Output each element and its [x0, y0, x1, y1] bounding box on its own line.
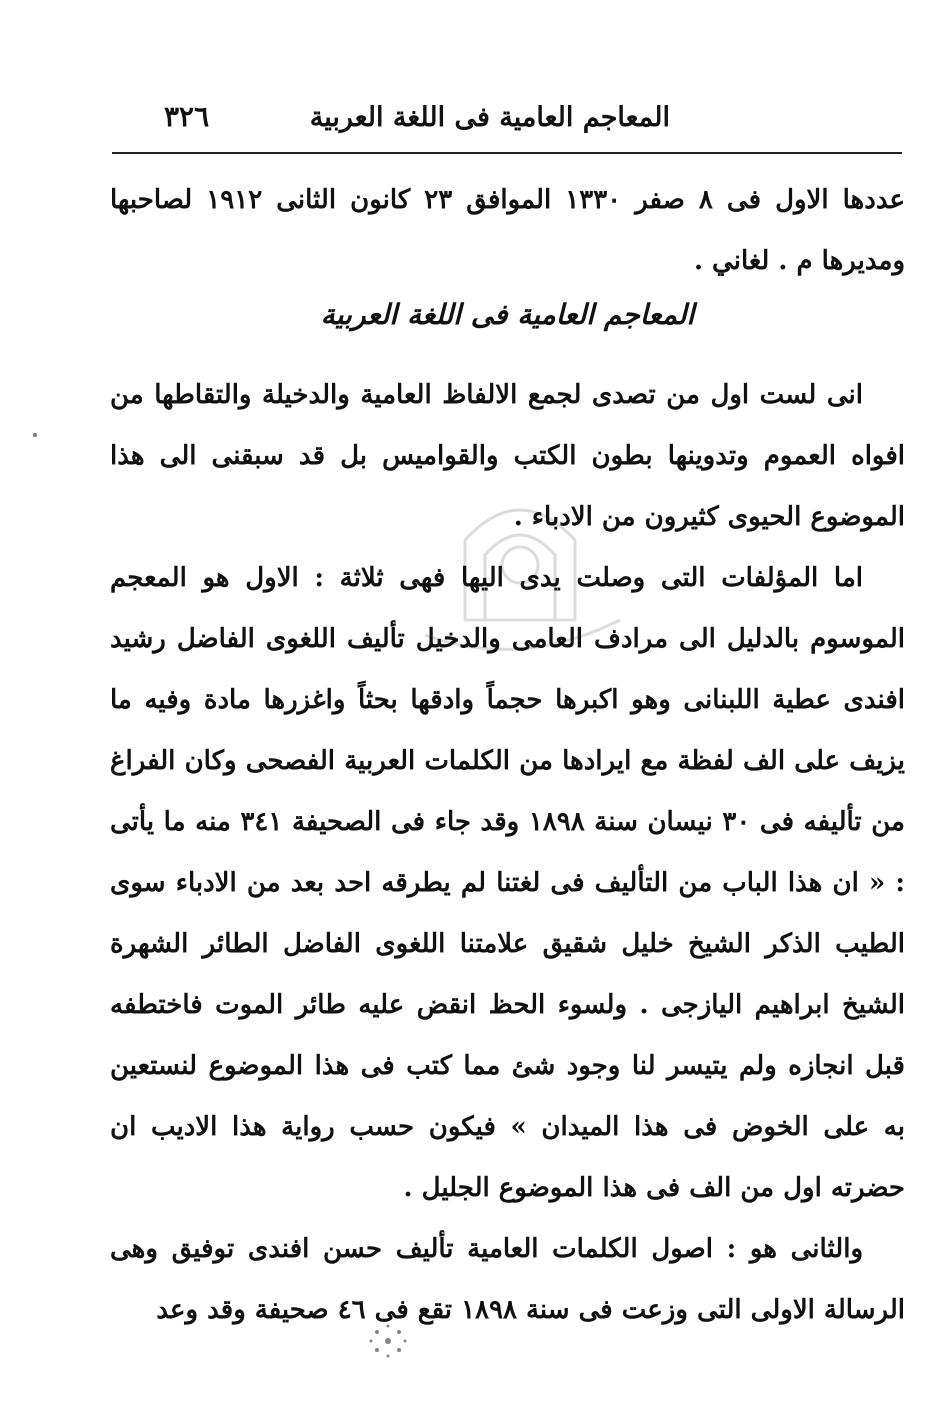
bottom-ornament — [365, 1318, 411, 1364]
page-number: ٣٢٦ — [164, 100, 210, 133]
paragraph-3: والثانى هو : اصول الكلمات العامية تأليف حسن افندى توفيق وهى الرسالة الاولى التى وزعت فى سنة ١٨٩٨ تقع فى ٤٦ صحيفة وقد وعد — [110, 1234, 905, 1325]
page-header — [120, 98, 900, 150]
paragraph-2: اما المؤلفات التى وصلت يدى اليها فهى ثلاثة : الاول هو المعجم الموسوم بالدليل الى مرادف العامى والدخيل تأليف اللغوى الفاضل رشيد افندى عطية اللبنانى وهو اكبرها حجماً وادقها بحثاً واغزرها مادة وفيه ما يزيف على الف لفظة مع ايرادها من الكلمات العربية الفصحى وكان الفراغ من تأليفه فى ٣٠ نيسان سنة ١٨٩٨ وقد جاء فى الصحيفة ٣٤١ منه ما يأتى : « ان هذا الباب من التأليف فى لغتنا لم يطرقه احد بعد من الادباء سوى الطيب الذكر الشيخ خليل شقيق علامتنا اللغوى الفاضل الطائر الشهرة الشيخ ابراهيم اليازجى . ولسوء الحظ انقض عليه طائر الموت فاختطفه قبل انجازه ولم يتيسر لنا وجود شئ مما كتب فى هذا الموضوع لنستعين به على الخوض فى هذا الميدان » فيكون حسب رواية هذا الاديب ان حضرته اول من الف فى هذا الموضوع الجليل . — [110, 563, 905, 1203]
paragraph-1: انى لست اول من تصدى لجمع الالفاظ العامية والدخيلة والتقاطها من افواه العموم وتدوينها بطون الكتب والقواميس بل قد سبقنى الى هذا الموضوع الحيوى كثيرون من الادباء . — [110, 380, 905, 532]
header-rule — [112, 152, 902, 154]
body-text-block — [110, 365, 905, 1341]
intro-paragraph: عددها الاول فى ٨ صفر ١٣٣٠ الموافق ٢٣ كانون الثانى ١٩١٢ لصاحبها ومديرها م . لغاني . — [110, 185, 905, 276]
running-title: المعاجم العامية فى اللغة العربية — [309, 102, 670, 133]
intro-text-block — [110, 170, 905, 292]
section-title: المعاجم العامية فى اللغة العربية — [320, 298, 695, 331]
margin-speck — [33, 433, 37, 437]
